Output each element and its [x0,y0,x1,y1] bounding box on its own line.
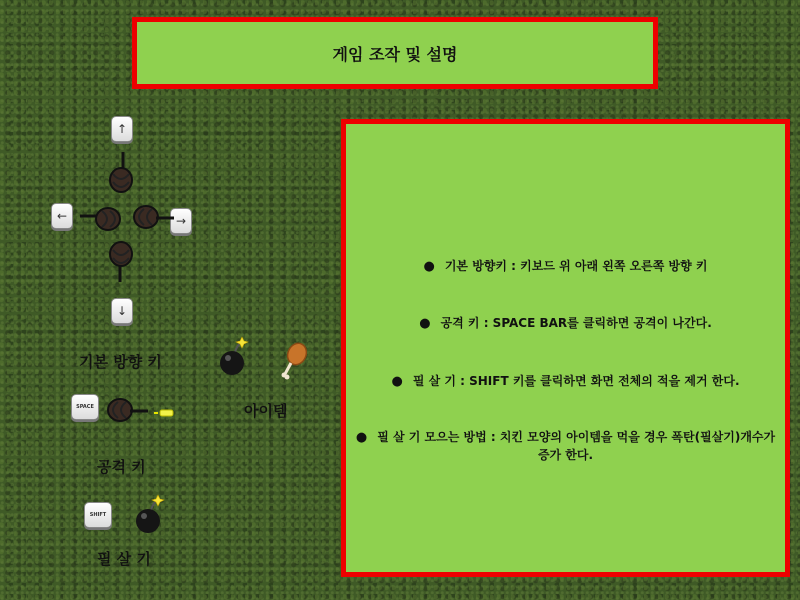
info-text-arrows: 기본 방향키 : 키보드 위 아래 왼쪽 오른쪽 방향 키 [444,259,708,273]
info-text-attack: 공격 키 : SPACE BAR를 클릭하면 공격이 나간다. [440,316,712,330]
bullet-icon: ● [355,430,368,445]
up-arrow-key-icon [111,116,133,142]
special-attack-label: 필 살 기 [97,550,151,568]
info-line-special [346,372,785,391]
left-arrow-glyph: ← [56,209,68,223]
info-text-special: 필 살 기 : SHIFT 키를 클릭하면 화면 전체의 적을 제거 한다. [412,374,740,388]
left-arrow-key-icon [51,203,73,229]
player-attack-sprite-icon [104,394,150,428]
up-arrow-glyph: ↑ [116,122,128,136]
space-key-text: SPACE [76,404,94,410]
bullet-icon: ● [419,316,431,331]
shift-key-icon [84,502,112,528]
info-line-charge-cont [346,446,785,464]
page-title: 게임 조작 및 설명 [332,44,458,64]
info-line-charge [346,428,785,447]
chicken-leg-item-icon [280,341,308,381]
space-key-icon [71,394,99,420]
item-label: 아이템 [244,402,288,420]
player-right-sprite-icon [132,200,176,234]
info-line-attack [346,314,785,333]
info-text-charge: 필 살 기 모으는 방법 : 치킨 모양의 아이템을 먹을 경우 폭탄(필살기)개수가 [377,430,776,444]
down-arrow-glyph: ↓ [116,304,128,318]
bomb-item-icon [218,336,252,378]
info-line-arrows [346,257,785,276]
bullet-icon: ● [391,374,403,389]
player-down-sprite-icon [104,240,138,284]
info-text-charge-cont: 증가 한다. [537,448,594,462]
bomb-special-icon [134,494,168,536]
arrow-keys-label: 기본 방향 키 [79,353,162,371]
down-arrow-key-icon [111,298,133,324]
attack-key-label: 공격 키 [97,458,146,476]
shift-key-text: SHIFT [89,512,107,518]
title-banner [132,17,658,89]
info-panel [341,119,790,577]
bullet-projectile-icon [154,409,174,417]
bullet-icon: ● [423,259,435,274]
player-left-sprite-icon [78,202,122,236]
player-up-sprite-icon [104,150,138,194]
right-arrow-glyph: → [175,214,187,228]
